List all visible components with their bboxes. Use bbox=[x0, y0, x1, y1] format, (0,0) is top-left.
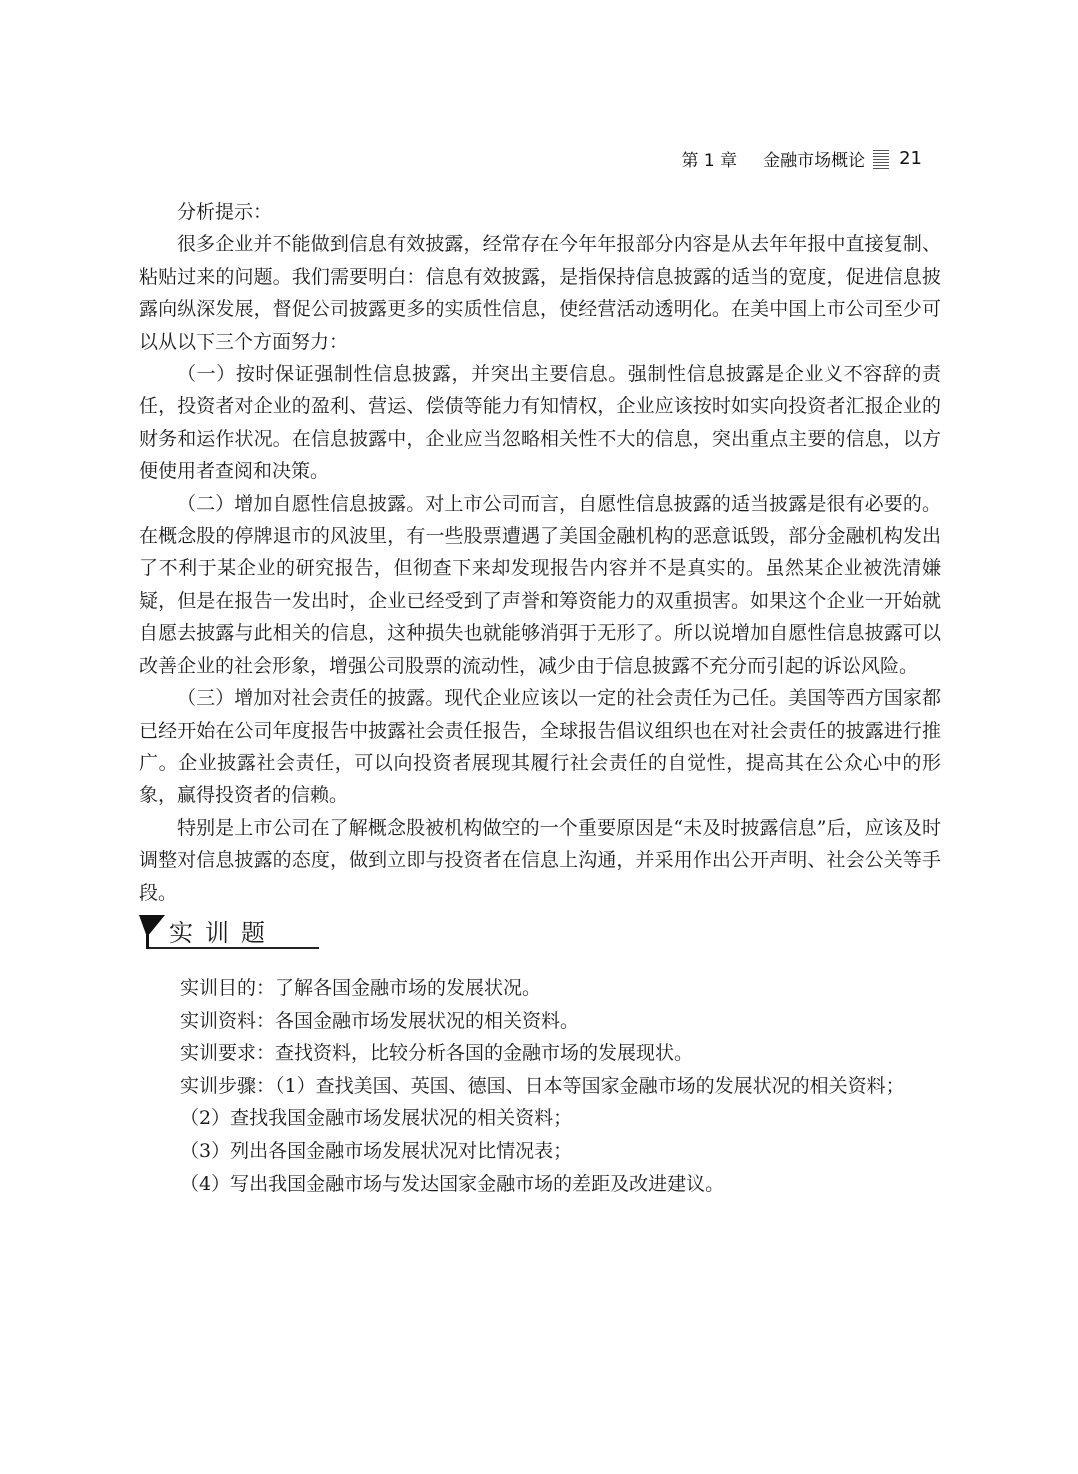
training-line: 实训资料：各国金融市场发展状况的相关资料。 bbox=[180, 1009, 580, 1032]
analysis-block bbox=[139, 196, 941, 909]
analysis-paragraph: （二）增加自愿性信息披露。对上市公司而言，自愿性信息披露的适当披露是很有必要的。在概念股的停牌退市的风波里，有一些股票遭遇了美国金融机构的恶意诋毁，部分金融机构发出了不利于某企业的研究报告，但彻查下来却发现报告内容并不是真实的。虽然某企业被洗清嫌疑，但是在报告一发出时，企业已经受到了声誉和筹资能力的双重损害。如果这个企业一开始就自愿去披露与此相关的信息，这种损失也就能够消弭于无形了。所以说增加自愿性信息披露可以改善企业的社会形象，增强公司股票的流动性，减少由于信息披露不充分而引起的诉讼风险。 bbox=[139, 492, 941, 677]
analysis-heading: 分析提示： bbox=[177, 201, 273, 223]
training-line: （2）查找我国金融市场发展状况的相关资料； bbox=[180, 1107, 573, 1130]
analysis-paragraph: （三）增加对社会责任的披露。现代企业应该以一定的社会责任为己任。美国等西方国家都已经开始在公司年度报告中披露社会责任报告，全球报告倡议组织也在对社会责任的披露进行推广。企业披露社会责任，可以向投资者展现其履行社会责任的自觉性，提高其在公众心中的形象，赢得投资者的信赖。 bbox=[139, 687, 941, 807]
training-block bbox=[180, 972, 940, 1200]
flag-icon bbox=[139, 911, 167, 949]
running-header bbox=[681, 146, 922, 171]
analysis-paragraph: （一）按时保证强制性信息披露，并突出主要信息。强制性信息披露是企业义不容辞的责任，投资者对企业的盈利、营运、偿债等能力有知情权，企业应该按时如实向投资者汇报企业的财务和运作状况。在信息披露中，企业应当忽略相关性不大的信息，突出重点主要的信息，以方便使用者查阅和决策。 bbox=[139, 363, 941, 483]
section-heading bbox=[139, 907, 319, 949]
chapter-label: 第 1 章 bbox=[681, 151, 738, 171]
chapter-title: 金融市场概论 bbox=[763, 151, 866, 171]
analysis-paragraph: 特别是上市公司在了解概念股被机构做空的一个重要原因是“未及时披露信息”后，应该及时调整对信息披露的态度，做到立即与投资者在信息上沟通，并采用作出公开声明、社会公关等手段。 bbox=[139, 816, 941, 904]
training-line: （4）写出我国金融市场与发达国家金融市场的差距及改进建议。 bbox=[180, 1172, 725, 1195]
section-title: 实训题 bbox=[169, 919, 277, 947]
training-line: 实训步骤：（1）查找美国、英国、德国、日本等国家金融市场的发展状况的相关资料； bbox=[180, 1074, 905, 1097]
analysis-paragraph: 很多企业并不能做到信息有效披露，经常存在今年年报部分内容是从去年年报中直接复制、粘贴过来的问题。我们需要明白：信息有效披露，是指保持信息披露的适当的宽度，促进信息披露向纵深发展，督促公司披露更多的实质性信息，使经营活动透明化。在美中国上市公司至少可以从以下三个方面努力： bbox=[139, 233, 941, 353]
training-line: 实训要求：查找资料，比较分析各国的金融市场的发展现状。 bbox=[180, 1042, 694, 1065]
training-line: （3）列出各国金融市场发展状况对比情况表； bbox=[180, 1139, 573, 1162]
training-line: 实训目的：了解各国金融市场的发展状况。 bbox=[180, 977, 542, 999]
page-number: 21 bbox=[899, 148, 922, 169]
section-underline bbox=[149, 947, 319, 949]
hatched-block-icon bbox=[873, 149, 889, 169]
